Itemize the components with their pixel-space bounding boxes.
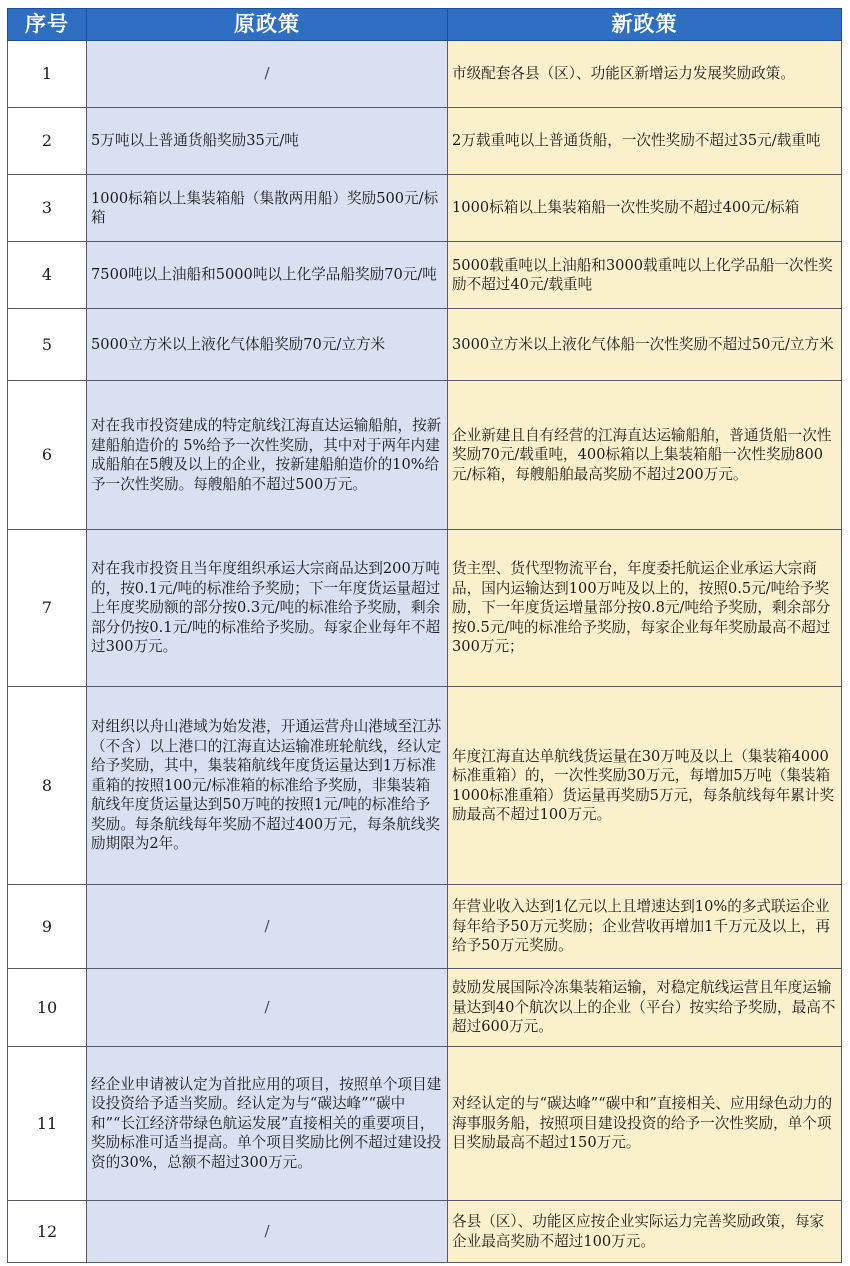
policy-comparison-table-wrapper [7,8,841,1263]
old-policy-cell: / [87,1201,448,1263]
table-row [8,381,842,530]
row-index: 1 [8,41,87,108]
old-policy-cell: / [87,969,448,1047]
new-policy-cell: 2万载重吨以上普通货船，一次性奖励不超过35元/载重吨 [448,108,842,175]
old-policy-cell: 对在我市投资且当年度组织承运大宗商品达到200万吨的，按0.1元/吨的标准给予奖励；下一年度货运量超过上年度奖励额的部分按0.3元/吨的标准给予奖励，剩余部分仍按0.1元/吨的标准给予奖励。每家企业每年不超过300万元。 [87,530,448,687]
row-index: 4 [8,242,87,309]
table-row [8,108,842,175]
old-policy-cell: / [87,41,448,108]
old-policy-cell: 对组织以舟山港域为始发港，开通运营舟山港域至江苏（不含）以上港口的江海直达运输准班轮航线，经认定给予奖励，其中，集装箱航线年度货运量达到1万标准重箱的按照100元/标准箱的标准给予奖励，非集装箱航线年度货运量达到50万吨的按照1元/吨的标准给予奖励。每条航线每年奖励不超过400万元，每条航线奖励期限为2年。 [87,687,448,885]
header-new-policy: 新政策 [448,9,842,41]
row-index: 2 [8,108,87,175]
header-old-policy: 原政策 [87,9,448,41]
row-index: 11 [8,1047,87,1201]
table-row [8,530,842,687]
table-header-row [8,9,842,41]
new-policy-cell: 年营业收入达到1亿元以上且增速达到10%的多式联运企业每年给予50万元奖励；企业营收再增加1千万元及以上，再给予50万元奖励。 [448,885,842,969]
row-index: 10 [8,969,87,1047]
old-policy-cell: 5万吨以上普通货船奖励35元/吨 [87,108,448,175]
old-policy-cell: 1000标箱以上集装箱船（集散两用船）奖励500元/标箱 [87,175,448,242]
new-policy-cell: 货主型、货代型物流平台，年度委托航运企业承运大宗商品，国内运输达到100万吨及以上的，按照0.5元/吨给予奖励，下一年度货运增量部分按0.8元/吨给予奖励，剩余部分按0.5元/吨的标准给予奖励，每家企业每年奖励最高不超过300万元； [448,530,842,687]
new-policy-cell: 各县（区）、功能区应按企业实际运力完善奖励政策，每家企业最高奖励不超过100万元。 [448,1201,842,1263]
old-policy-cell: 经企业申请被认定为首批应用的项目，按照单个项目建设投资给予适当奖励。经认定为与“碳达峰”“碳中和”“长江经济带绿色航运发展”直接相关的重要项目，奖励标准可适当提高。单个项目奖励比例不超过建设投资的30%，总额不超过300万元。 [87,1047,448,1201]
table-row [8,309,842,381]
old-policy-cell: 7500吨以上油船和5000吨以上化学品船奖励70元/吨 [87,242,448,309]
policy-comparison-table [7,8,842,1263]
old-policy-cell: 5000立方米以上液化气体船奖励70元/立方米 [87,309,448,381]
new-policy-cell: 5000载重吨以上油船和3000载重吨以上化学品船一次性奖励不超过40元/载重吨 [448,242,842,309]
row-index: 12 [8,1201,87,1263]
table-row [8,885,842,969]
new-policy-cell: 鼓励发展国际冷冻集装箱运输，对稳定航线运营且年度运输量达到40个航次以上的企业（平台）按实给予奖励，最高不超过600万元。 [448,969,842,1047]
row-index: 3 [8,175,87,242]
row-index: 9 [8,885,87,969]
new-policy-cell: 1000标箱以上集装箱船一次性奖励不超过400元/标箱 [448,175,842,242]
row-index: 8 [8,687,87,885]
table-row [8,1201,842,1263]
table-row [8,969,842,1047]
row-index: 5 [8,309,87,381]
table-row [8,41,842,108]
table-row [8,1047,842,1201]
table-row [8,242,842,309]
row-index: 7 [8,530,87,687]
old-policy-cell: 对在我市投资建成的特定航线江海直达运输船舶，按新建船舶造价的 5%给予一次性奖励，其中对于两年内建成船舶在5艘及以上的企业，按新建船舶造价的10%给予一次性奖励。每艘船舶不超过500万元。 [87,381,448,530]
table-row [8,175,842,242]
old-policy-cell: / [87,885,448,969]
new-policy-cell: 年度江海直达单航线货运量在30万吨及以上（集装箱4000标准重箱）的，一次性奖励30万元，每增加5万吨（集装箱1000标准重箱）货运量再奖励5万元，每条航线每年累计奖励最高不超过100万元。 [448,687,842,885]
header-index: 序号 [8,9,87,41]
table-row [8,687,842,885]
new-policy-cell: 市级配套各县（区）、功能区新增运力发展奖励政策。 [448,41,842,108]
row-index: 6 [8,381,87,530]
new-policy-cell: 3000立方米以上液化气体船一次性奖励不超过50元/立方米 [448,309,842,381]
new-policy-cell: 对经认定的与“碳达峰”“碳中和”直接相关、应用绿色动力的海事服务船，按照项目建设投资的给予一次性奖励，单个项目奖励最高不超过150万元。 [448,1047,842,1201]
new-policy-cell: 企业新建且自有经营的江海直达运输船舶，普通货船一次性奖励70元/载重吨，400标箱以上集装箱船一次性奖励800元/标箱，每艘船舶最高奖励不超过200万元。 [448,381,842,530]
